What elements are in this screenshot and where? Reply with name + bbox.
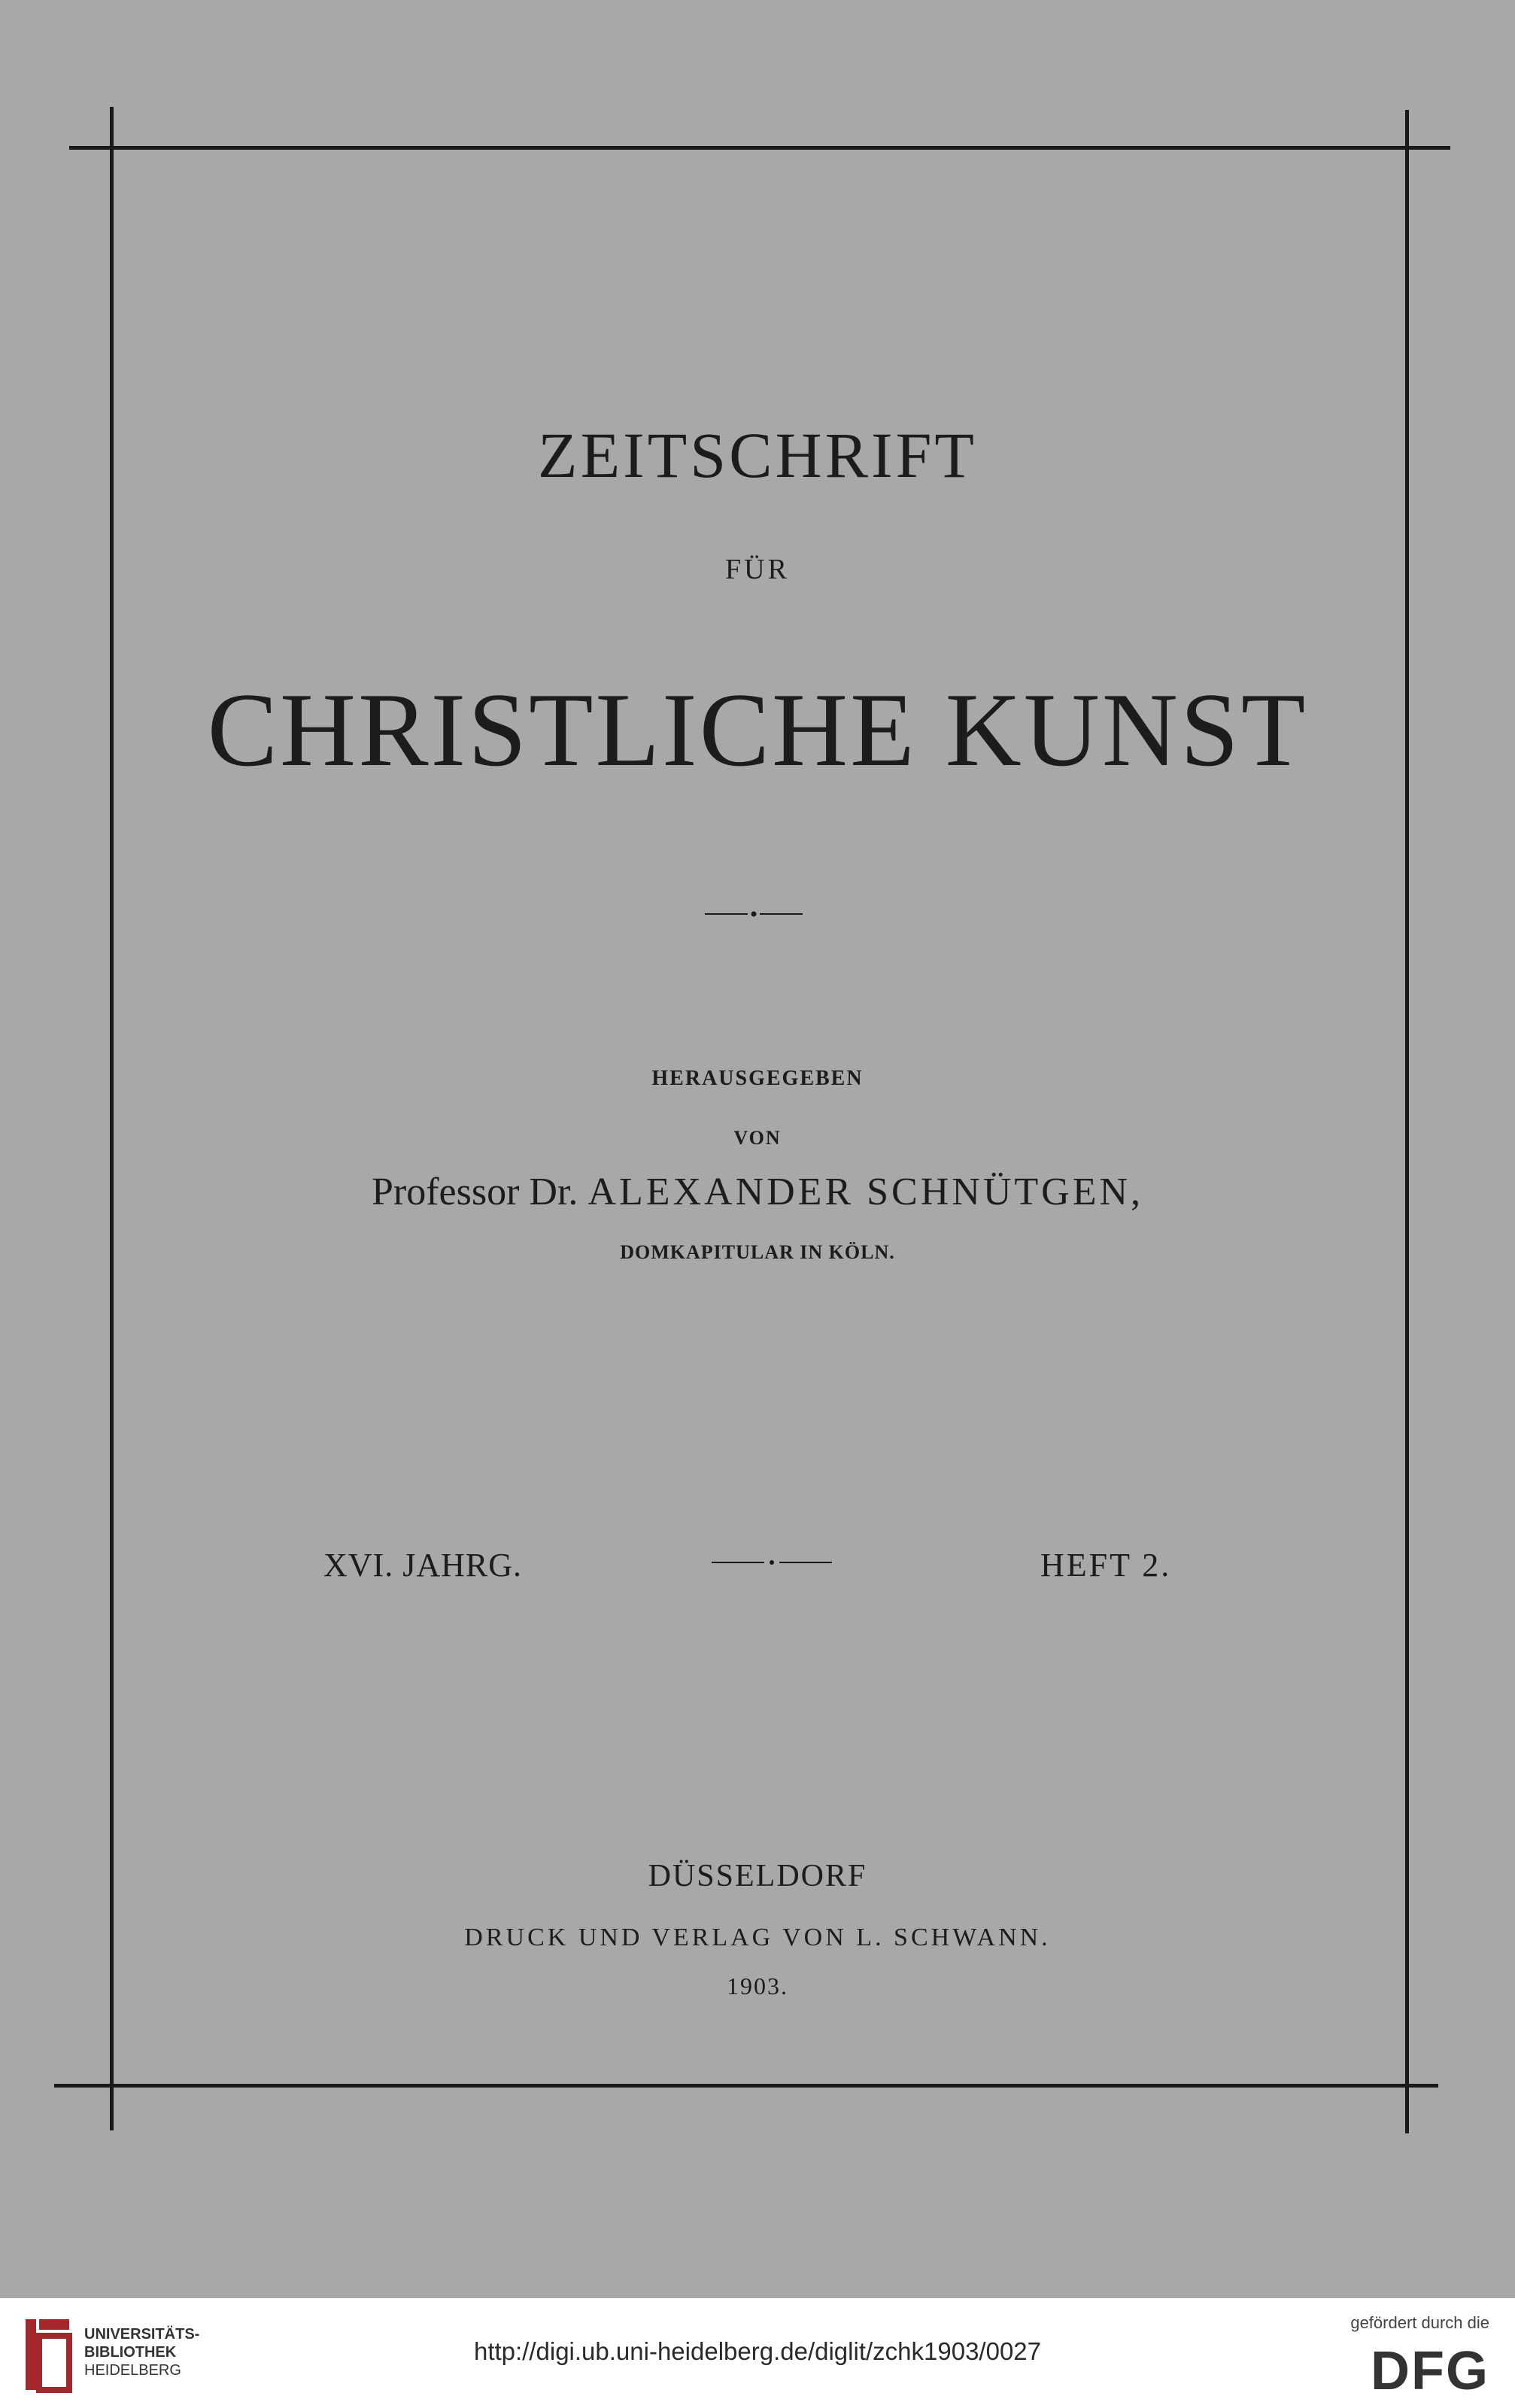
editor-line [0, 1170, 1515, 1214]
library-name-line2: BIBLIOTHEK [84, 2344, 177, 2361]
imprint-city: DÜSSELDORF [648, 1859, 867, 1893]
frame-right-rule [1405, 110, 1409, 2133]
digitization-footer [0, 2298, 1515, 2408]
imprint-publisher: DRUCK UND VERLAG VON L. SCHWANN. [464, 1924, 1051, 1951]
frame-top-rule [69, 146, 1450, 150]
issue-ornament-divider [712, 1555, 832, 1570]
frame-left-rule [110, 107, 114, 2130]
title-line-zeitschrift: ZEITSCHRIFT [538, 419, 977, 491]
permalink-url[interactable]: http://digi.ub.uni-heidelberg.de/diglit/zchk1903/0027 [473, 2337, 1042, 2365]
library-name-line3: HEIDELBERG [84, 2362, 181, 2379]
issue-jahrgang: XVI. JAHRG. [323, 1547, 522, 1584]
ornament-divider [705, 906, 803, 922]
dfg-logo: DFG [1371, 2341, 1489, 2401]
funding-caption: gefördert durch die [1350, 2313, 1489, 2332]
title-line-christliche-kunst: CHRISTLICHE KUNST [207, 672, 1308, 788]
editor-von: VON [733, 1127, 782, 1149]
imprint-year: 1903. [727, 1972, 788, 2000]
library-name-line1: UNIVERSITÄTS- [84, 2326, 200, 2343]
issue-heft: HEFT 2. [1040, 1547, 1172, 1584]
editor-herausgegeben: HERAUSGEGEBEN [651, 1067, 864, 1090]
editor-position: DOMKAPITULAR IN KÖLN. [620, 1241, 895, 1263]
editor-prefix: Professor Dr. [371, 1171, 578, 1213]
frame-bottom-rule [54, 2084, 1438, 2088]
title-line-fur: FÜR [725, 554, 790, 585]
editor-name: ALEXANDER SCHNÜTGEN, [587, 1171, 1144, 1213]
